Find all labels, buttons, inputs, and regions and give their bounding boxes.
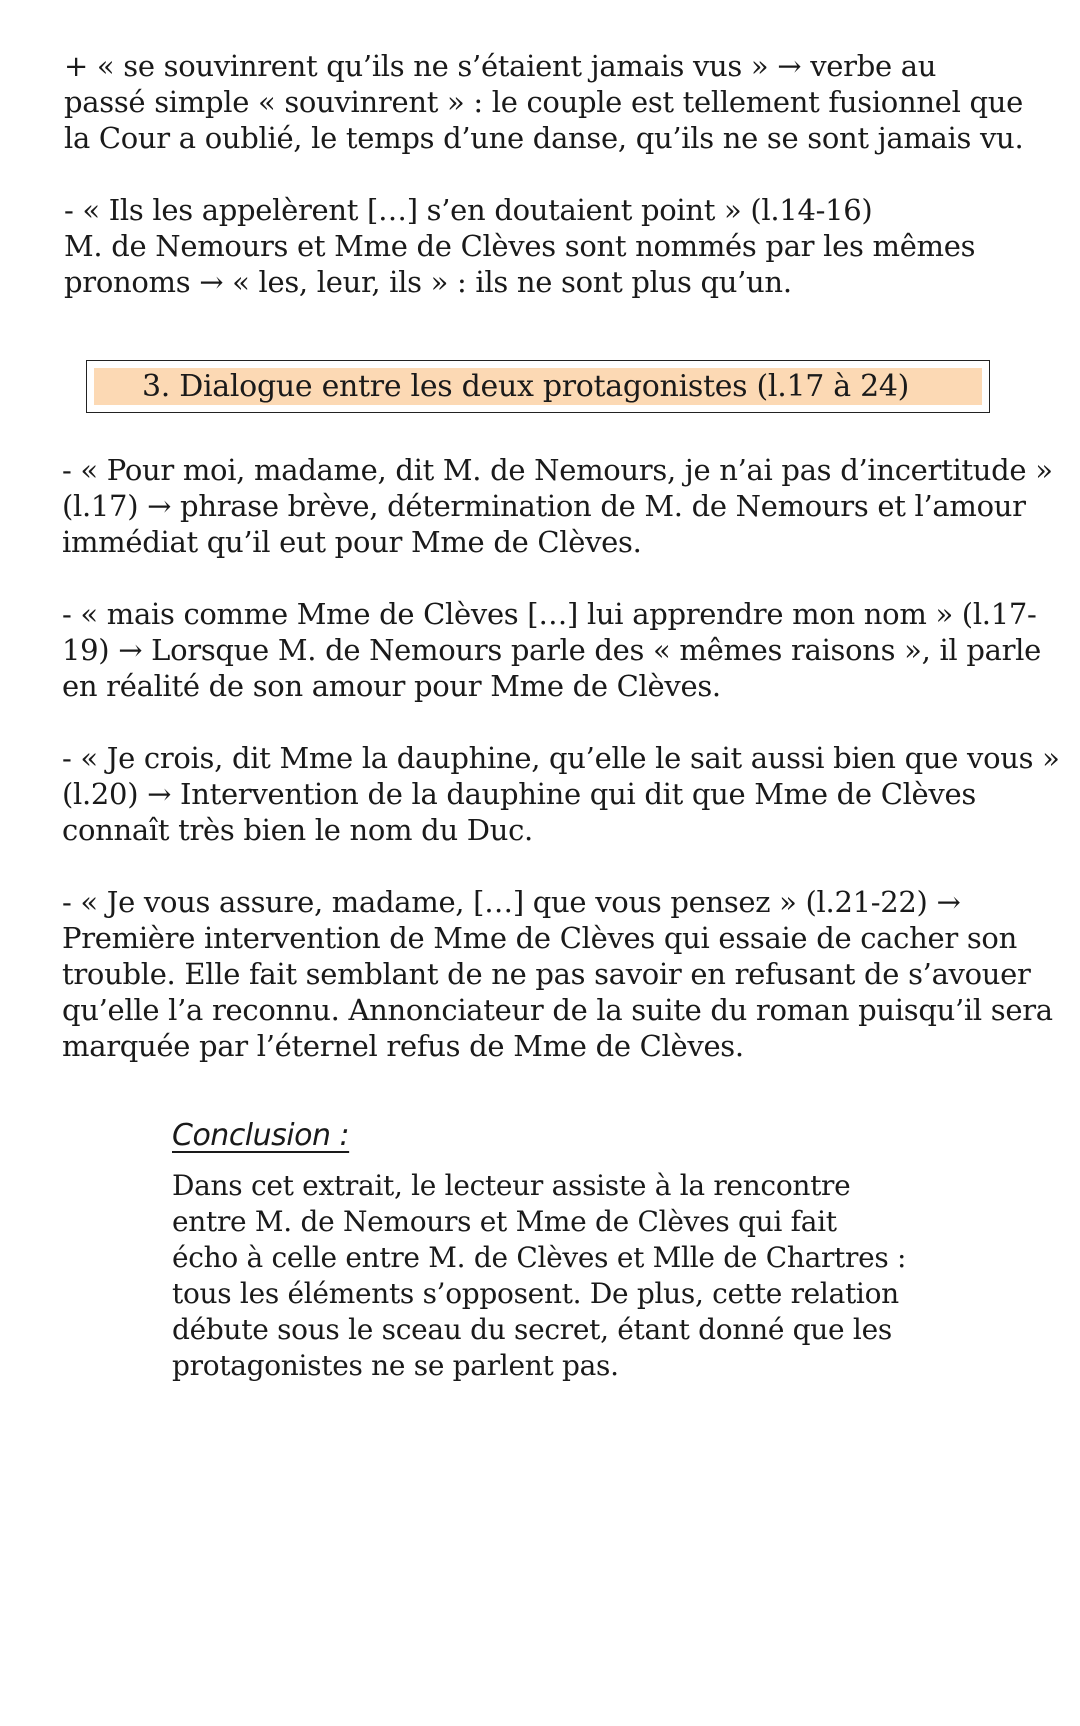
text-line: en réalité de son amour pour Mme de Clèves. — [62, 669, 721, 703]
text-line: immédiat qu’il eut pour Mme de Clèves. — [62, 525, 642, 559]
text-line: écho à celle entre M. de Clèves et Mlle de Chartres : — [172, 1241, 907, 1274]
text-line: la Cour a oublié, le temps d’une danse, qu’ils ne se sont jamais vu. — [64, 121, 1024, 155]
text-line: pronoms → « les, leur, ils » : ils ne sont plus qu’un. — [64, 265, 792, 299]
text-line: 19) → Lorsque M. de Nemours parle des « mêmes raisons », il parle — [62, 633, 1041, 667]
paragraph-pour-moi — [62, 452, 1053, 560]
paragraph-je-vous-assure — [62, 884, 1053, 1064]
text-line: protagonistes ne se parlent pas. — [172, 1349, 619, 1382]
text-line: marquée par l’éternel refus de Mme de Clèves. — [62, 1029, 744, 1063]
text-line: trouble. Elle fait semblant de ne pas savoir en refusant de s’avouer — [62, 957, 1031, 991]
paragraph-mais-comme — [62, 596, 1041, 704]
section-heading: 3. Dialogue entre les deux protagonistes (l.17 à 24) — [94, 368, 982, 405]
conclusion-body — [172, 1168, 1032, 1384]
conclusion-title: Conclusion : — [172, 1118, 350, 1153]
text-line: - « mais comme Mme de Clèves […] lui apprendre mon nom » (l.17- — [62, 597, 1037, 631]
text-line: - « Pour moi, madame, dit M. de Nemours, je n’ai pas d’incertitude » — [62, 453, 1053, 487]
text-line: passé simple « souvinrent » : le couple est tellement fusionnel que — [64, 85, 1023, 119]
text-line: qu’elle l’a reconnu. Annonciateur de la suite du roman puisqu’il sera — [62, 993, 1053, 1027]
text-line: (l.17) → phrase brève, détermination de M. de Nemours et l’amour — [62, 489, 1026, 523]
text-line: (l.20) → Intervention de la dauphine qui dit que Mme de Clèves — [62, 777, 976, 811]
text-line: - « Ils les appelèrent […] s’en doutaient point » (l.14-16) — [64, 193, 873, 227]
text-line: + « se souvinrent qu’ils ne s’étaient jamais vus » → verbe au — [64, 49, 937, 83]
text-line: connaît très bien le nom du Duc. — [62, 813, 533, 847]
paragraph-je-crois — [62, 740, 1060, 848]
text-line: entre M. de Nemours et Mme de Clèves qui fait — [172, 1205, 837, 1238]
section-heading-box — [86, 360, 990, 413]
text-line: - « Je vous assure, madame, […] que vous pensez » (l.21-22) → — [62, 885, 961, 919]
text-line: Première intervention de Mme de Clèves qui essaie de cacher son — [62, 921, 1017, 955]
text-line: Dans cet extrait, le lecteur assiste à la rencontre — [172, 1169, 851, 1202]
text-line: - « Je crois, dit Mme la dauphine, qu’elle le sait aussi bien que vous » — [62, 741, 1060, 775]
paragraph-souvinrent — [64, 48, 1024, 156]
paragraph-appelerent — [64, 192, 1024, 300]
text-line: M. de Nemours et Mme de Clèves sont nommés par les mêmes — [64, 229, 976, 263]
text-line: tous les éléments s’opposent. De plus, cette relation — [172, 1277, 899, 1310]
text-line: débute sous le sceau du secret, étant donné que les — [172, 1313, 892, 1346]
